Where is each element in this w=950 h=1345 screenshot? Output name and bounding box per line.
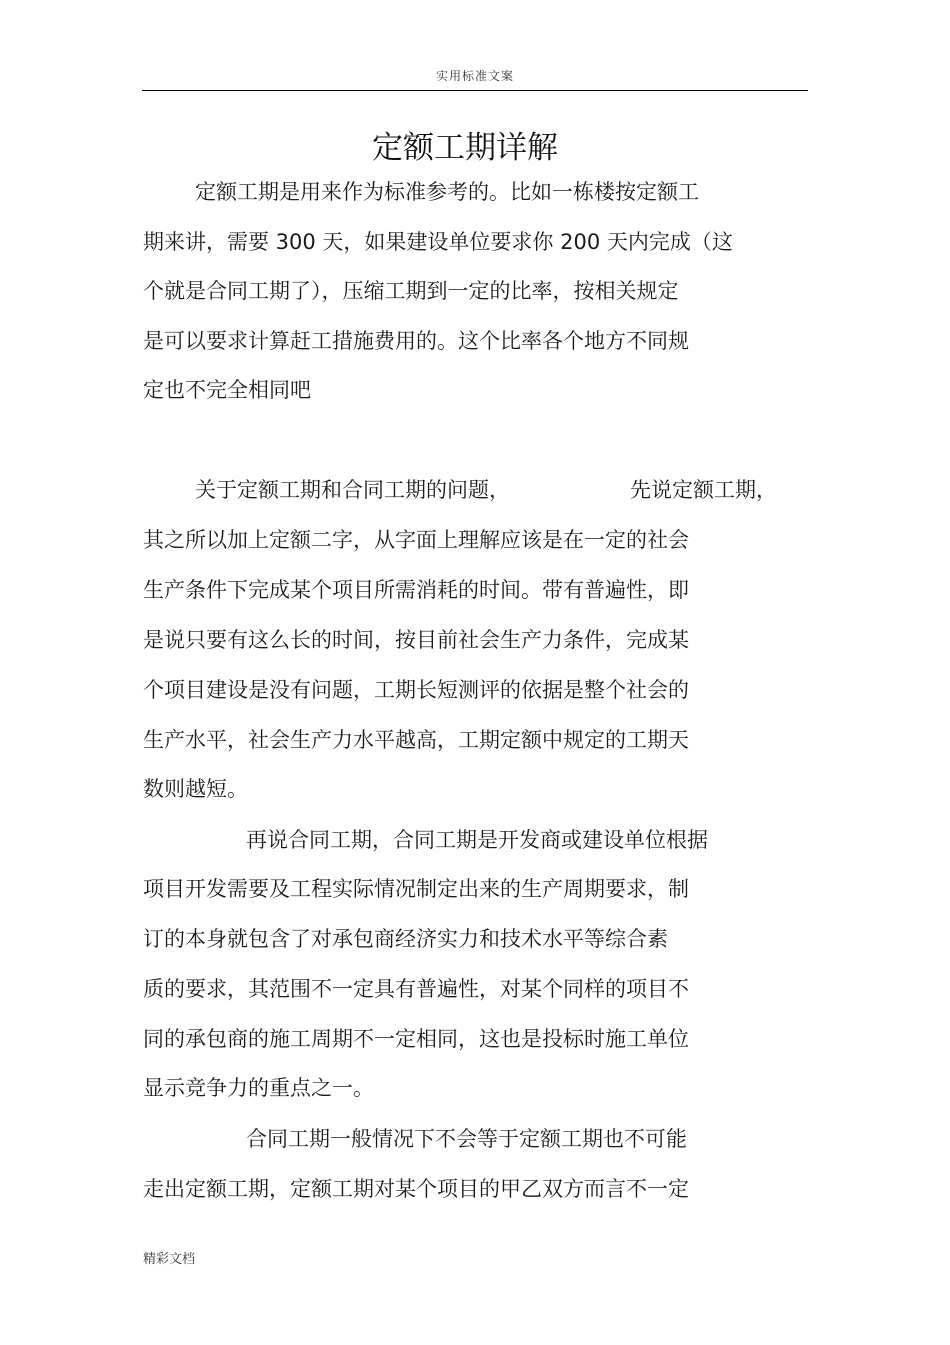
paragraph-line: 其之所以加上定额二字，从字面上理解应该是在一定的社会: [143, 528, 689, 552]
page-footer: 精彩文档: [143, 1252, 196, 1267]
paragraph-line: 生产条件下完成某个项目所需消耗的时间。带有普遍性，即: [143, 578, 689, 602]
page-header: 实用标准文案: [435, 69, 514, 83]
paragraph-line: 个项目建设是没有问题，工期长短测评的依据是整个社会的: [143, 678, 689, 702]
paragraph-line: 质的要求，其范围不一定具有普遍性，对某个同样的项目不: [143, 977, 689, 1001]
paragraph-line: 走出定额工期，定额工期对某个项目的甲乙双方而言不一定: [143, 1177, 689, 1201]
paragraph-line: 是可以要求计算赶工措施费用的。这个比率各个地方不同规: [143, 329, 689, 353]
paragraph-line: 再说合同工期，合同工期是开发商或建设单位根据: [246, 828, 708, 852]
paragraph-line: 定额工期是用来作为标准参考的。比如一栋楼按定额工: [195, 180, 699, 204]
paragraph-line: 订的本身就包含了对承包商经济实力和技术水平等综合素: [143, 927, 668, 951]
header-divider: [142, 90, 808, 91]
paragraph-line: 先说定额工期，: [630, 478, 777, 502]
paragraph-line: 合同工期一般情况下不会等于定额工期也不可能: [246, 1127, 687, 1151]
paragraph-line: 期来讲，需要 300 天，如果建设单位要求你 200 天内完成（这: [143, 230, 733, 254]
paragraph-line: 显示竞争力的重点之一。: [143, 1076, 374, 1100]
paragraph-line: 数则越短。: [143, 777, 248, 801]
paragraph-line: 个就是合同工期了），压缩工期到一定的比率，按相关规定: [143, 279, 679, 303]
paragraph-line: 项目开发需要及工程实际情况制定出来的生产周期要求，制: [143, 877, 689, 901]
paragraph-line: 定也不完全相同吧: [143, 378, 311, 402]
paragraph-line: 是说只要有这么长的时间，按目前社会生产力条件，完成某: [143, 628, 689, 652]
paragraph-line: 关于定额工期和合同工期的问题，: [195, 478, 510, 502]
document-title: 定额工期详解: [372, 130, 558, 166]
paragraph-line: 生产水平，社会生产力水平越高，工期定额中规定的工期天: [143, 728, 689, 752]
paragraph-line: 同的承包商的施工周期不一定相同，这也是投标时施工单位: [143, 1027, 689, 1051]
